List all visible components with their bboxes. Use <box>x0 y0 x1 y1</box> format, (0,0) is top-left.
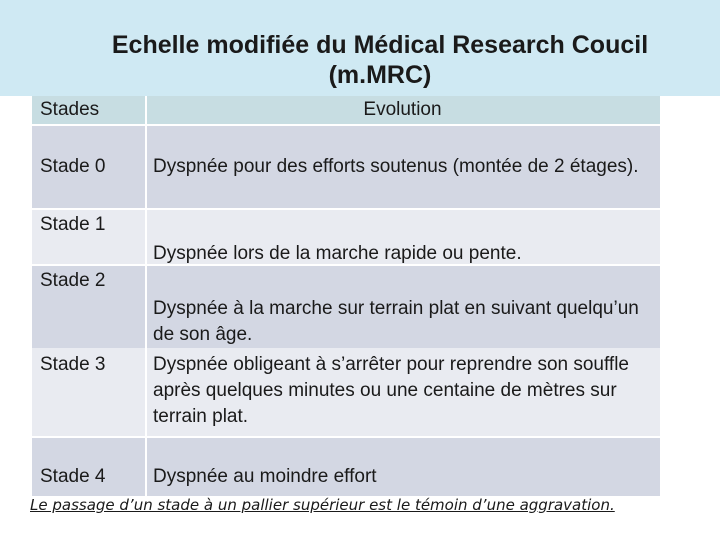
evolution-cell-3: Dyspnée obligeant à s’arrêter pour reprendre son souffle après quelques minutes ou une centaine de mètres sur terrain plat. <box>147 348 660 436</box>
evolution-cell-4: Dyspnée au moindre effort <box>147 438 660 496</box>
title-line-1: Echelle modifiée du Médical Research Coucil <box>111 31 649 59</box>
stage-cell-1: Stade 1 <box>32 210 145 264</box>
evolution-cell-2: Dyspnée à la marche sur terrain plat en suivant quelqu’un de son âge. <box>147 266 660 348</box>
evolution-cell-0: Dyspnée pour des efforts soutenus (montée de 2 étages). <box>147 126 660 208</box>
header-stades: Stades <box>32 96 145 124</box>
evolution-cell-1: Dyspnée lors de la marche rapide ou pente. <box>147 210 660 264</box>
stage-cell-2: Stade 2 <box>32 266 145 348</box>
stage-cell-3: Stade 3 <box>32 348 145 436</box>
slide-title <box>0 30 720 90</box>
footnote: Le passage d’un stade à un pallier supérieur est le témoin d’une aggravation. <box>30 496 615 514</box>
header-evolution: Evolution <box>147 96 660 124</box>
title-line-2: (m.MRC) <box>328 61 432 89</box>
stage-cell-0: Stade 0 <box>32 126 145 208</box>
stage-cell-4: Stade 4 <box>32 438 145 496</box>
